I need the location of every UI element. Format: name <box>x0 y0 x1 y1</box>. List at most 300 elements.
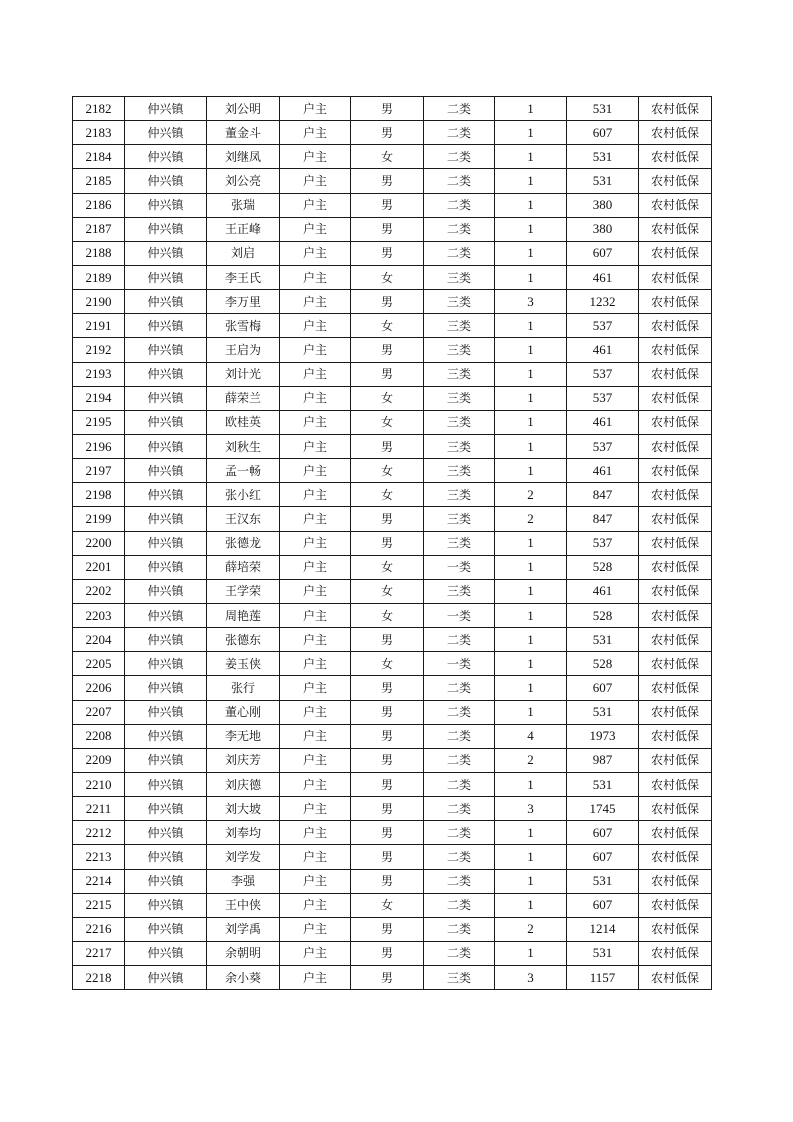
table-row <box>73 893 712 917</box>
serial-number-cell: 2200 <box>73 531 125 555</box>
table-row <box>73 121 712 145</box>
household-size-cell: 1 <box>495 314 567 338</box>
table-row <box>73 869 712 893</box>
name-cell: 刘庆德 <box>207 772 280 796</box>
category-cell: 二类 <box>424 676 495 700</box>
household-size-cell: 1 <box>495 97 567 121</box>
household-size-cell: 1 <box>495 169 567 193</box>
amount-cell: 847 <box>567 483 639 507</box>
relation-cell: 户主 <box>280 338 351 362</box>
amount-cell: 531 <box>567 169 639 193</box>
assistance-type-cell: 农村低保 <box>639 893 712 917</box>
relation-cell: 户主 <box>280 917 351 941</box>
assistance-type-cell: 农村低保 <box>639 338 712 362</box>
amount-cell: 531 <box>567 869 639 893</box>
household-size-cell: 1 <box>495 869 567 893</box>
assistance-type-cell: 农村低保 <box>639 579 712 603</box>
amount-cell: 461 <box>567 579 639 603</box>
town-cell: 仲兴镇 <box>125 386 207 410</box>
table-row <box>73 724 712 748</box>
name-cell: 刘大坡 <box>207 797 280 821</box>
gender-cell: 女 <box>351 265 424 289</box>
amount-cell: 461 <box>567 459 639 483</box>
amount-cell: 461 <box>567 410 639 434</box>
gender-cell: 男 <box>351 97 424 121</box>
table-row <box>73 917 712 941</box>
amount-cell: 847 <box>567 507 639 531</box>
amount-cell: 1232 <box>567 290 639 314</box>
town-cell: 仲兴镇 <box>125 217 207 241</box>
name-cell: 王中侠 <box>207 893 280 917</box>
household-size-cell: 1 <box>495 555 567 579</box>
town-cell: 仲兴镇 <box>125 797 207 821</box>
town-cell: 仲兴镇 <box>125 314 207 338</box>
category-cell: 二类 <box>424 845 495 869</box>
relation-cell: 户主 <box>280 821 351 845</box>
amount-cell: 607 <box>567 676 639 700</box>
relation-cell: 户主 <box>280 459 351 483</box>
category-cell: 二类 <box>424 797 495 821</box>
table-row <box>73 966 712 990</box>
gender-cell: 男 <box>351 434 424 458</box>
assistance-type-cell: 农村低保 <box>639 821 712 845</box>
serial-number-cell: 2209 <box>73 748 125 772</box>
relation-cell: 户主 <box>280 241 351 265</box>
relation-cell: 户主 <box>280 483 351 507</box>
gender-cell: 男 <box>351 290 424 314</box>
category-cell: 三类 <box>424 966 495 990</box>
roster-table <box>72 96 712 990</box>
amount-cell: 987 <box>567 748 639 772</box>
gender-cell: 男 <box>351 748 424 772</box>
household-size-cell: 1 <box>495 265 567 289</box>
assistance-type-cell: 农村低保 <box>639 748 712 772</box>
relation-cell: 户主 <box>280 724 351 748</box>
town-cell: 仲兴镇 <box>125 459 207 483</box>
relation-cell: 户主 <box>280 966 351 990</box>
assistance-type-cell: 农村低保 <box>639 941 712 965</box>
category-cell: 二类 <box>424 772 495 796</box>
name-cell: 薛荣兰 <box>207 386 280 410</box>
town-cell: 仲兴镇 <box>125 748 207 772</box>
town-cell: 仲兴镇 <box>125 724 207 748</box>
table-row <box>73 941 712 965</box>
category-cell: 三类 <box>424 483 495 507</box>
category-cell: 三类 <box>424 434 495 458</box>
town-cell: 仲兴镇 <box>125 121 207 145</box>
table-row <box>73 459 712 483</box>
gender-cell: 男 <box>351 507 424 531</box>
household-size-cell: 1 <box>495 459 567 483</box>
town-cell: 仲兴镇 <box>125 193 207 217</box>
gender-cell: 男 <box>351 531 424 555</box>
gender-cell: 男 <box>351 700 424 724</box>
category-cell: 三类 <box>424 386 495 410</box>
gender-cell: 男 <box>351 772 424 796</box>
name-cell: 薛培荣 <box>207 555 280 579</box>
relation-cell: 户主 <box>280 434 351 458</box>
town-cell: 仲兴镇 <box>125 290 207 314</box>
serial-number-cell: 2198 <box>73 483 125 507</box>
table-row <box>73 410 712 434</box>
serial-number-cell: 2206 <box>73 676 125 700</box>
household-size-cell: 1 <box>495 941 567 965</box>
household-size-cell: 1 <box>495 652 567 676</box>
assistance-type-cell: 农村低保 <box>639 724 712 748</box>
assistance-type-cell: 农村低保 <box>639 410 712 434</box>
amount-cell: 607 <box>567 845 639 869</box>
household-size-cell: 1 <box>495 603 567 627</box>
name-cell: 刘学发 <box>207 845 280 869</box>
household-size-cell: 1 <box>495 338 567 362</box>
amount-cell: 380 <box>567 217 639 241</box>
household-size-cell: 2 <box>495 507 567 531</box>
amount-cell: 537 <box>567 434 639 458</box>
relation-cell: 户主 <box>280 579 351 603</box>
assistance-type-cell: 农村低保 <box>639 169 712 193</box>
town-cell: 仲兴镇 <box>125 483 207 507</box>
assistance-type-cell: 农村低保 <box>639 652 712 676</box>
town-cell: 仲兴镇 <box>125 917 207 941</box>
category-cell: 二类 <box>424 193 495 217</box>
relation-cell: 户主 <box>280 700 351 724</box>
gender-cell: 男 <box>351 845 424 869</box>
name-cell: 张小红 <box>207 483 280 507</box>
amount-cell: 461 <box>567 265 639 289</box>
town-cell: 仲兴镇 <box>125 169 207 193</box>
household-size-cell: 1 <box>495 241 567 265</box>
table-row <box>73 628 712 652</box>
relation-cell: 户主 <box>280 314 351 338</box>
serial-number-cell: 2210 <box>73 772 125 796</box>
relation-cell: 户主 <box>280 748 351 772</box>
serial-number-cell: 2217 <box>73 941 125 965</box>
serial-number-cell: 2204 <box>73 628 125 652</box>
assistance-type-cell: 农村低保 <box>639 217 712 241</box>
assistance-type-cell: 农村低保 <box>639 362 712 386</box>
name-cell: 刘计光 <box>207 362 280 386</box>
amount-cell: 531 <box>567 941 639 965</box>
name-cell: 刘启 <box>207 241 280 265</box>
relation-cell: 户主 <box>280 676 351 700</box>
table-row <box>73 217 712 241</box>
serial-number-cell: 2214 <box>73 869 125 893</box>
gender-cell: 男 <box>351 917 424 941</box>
relation-cell: 户主 <box>280 386 351 410</box>
amount-cell: 537 <box>567 314 639 338</box>
household-size-cell: 3 <box>495 797 567 821</box>
category-cell: 二类 <box>424 700 495 724</box>
gender-cell: 男 <box>351 941 424 965</box>
table-row <box>73 821 712 845</box>
serial-number-cell: 2197 <box>73 459 125 483</box>
category-cell: 三类 <box>424 507 495 531</box>
serial-number-cell: 2195 <box>73 410 125 434</box>
serial-number-cell: 2201 <box>73 555 125 579</box>
category-cell: 二类 <box>424 941 495 965</box>
gender-cell: 男 <box>351 966 424 990</box>
roster-table-body <box>73 97 712 990</box>
table-row <box>73 338 712 362</box>
category-cell: 二类 <box>424 917 495 941</box>
category-cell: 三类 <box>424 459 495 483</box>
table-row <box>73 797 712 821</box>
relation-cell: 户主 <box>280 362 351 386</box>
table-row <box>73 845 712 869</box>
town-cell: 仲兴镇 <box>125 410 207 434</box>
gender-cell: 女 <box>351 483 424 507</box>
town-cell: 仲兴镇 <box>125 941 207 965</box>
category-cell: 三类 <box>424 531 495 555</box>
household-size-cell: 1 <box>495 700 567 724</box>
name-cell: 董金斗 <box>207 121 280 145</box>
category-cell: 二类 <box>424 121 495 145</box>
category-cell: 二类 <box>424 241 495 265</box>
name-cell: 刘奉均 <box>207 821 280 845</box>
amount-cell: 607 <box>567 821 639 845</box>
table-row <box>73 531 712 555</box>
table-row <box>73 193 712 217</box>
amount-cell: 531 <box>567 700 639 724</box>
assistance-type-cell: 农村低保 <box>639 507 712 531</box>
name-cell: 王汉东 <box>207 507 280 531</box>
amount-cell: 537 <box>567 531 639 555</box>
household-size-cell: 2 <box>495 748 567 772</box>
serial-number-cell: 2208 <box>73 724 125 748</box>
town-cell: 仲兴镇 <box>125 966 207 990</box>
table-row <box>73 772 712 796</box>
relation-cell: 户主 <box>280 193 351 217</box>
serial-number-cell: 2186 <box>73 193 125 217</box>
name-cell: 王启为 <box>207 338 280 362</box>
category-cell: 三类 <box>424 410 495 434</box>
assistance-type-cell: 农村低保 <box>639 845 712 869</box>
gender-cell: 男 <box>351 869 424 893</box>
serial-number-cell: 2202 <box>73 579 125 603</box>
assistance-type-cell: 农村低保 <box>639 797 712 821</box>
town-cell: 仲兴镇 <box>125 579 207 603</box>
assistance-type-cell: 农村低保 <box>639 314 712 338</box>
name-cell: 李王氏 <box>207 265 280 289</box>
name-cell: 余朝明 <box>207 941 280 965</box>
name-cell: 李万里 <box>207 290 280 314</box>
assistance-type-cell: 农村低保 <box>639 265 712 289</box>
name-cell: 孟一畅 <box>207 459 280 483</box>
relation-cell: 户主 <box>280 169 351 193</box>
gender-cell: 女 <box>351 579 424 603</box>
town-cell: 仲兴镇 <box>125 241 207 265</box>
amount-cell: 461 <box>567 338 639 362</box>
town-cell: 仲兴镇 <box>125 265 207 289</box>
table-row <box>73 652 712 676</box>
category-cell: 三类 <box>424 362 495 386</box>
gender-cell: 女 <box>351 555 424 579</box>
category-cell: 三类 <box>424 265 495 289</box>
household-size-cell: 1 <box>495 531 567 555</box>
category-cell: 二类 <box>424 217 495 241</box>
serial-number-cell: 2194 <box>73 386 125 410</box>
serial-number-cell: 2205 <box>73 652 125 676</box>
assistance-type-cell: 农村低保 <box>639 459 712 483</box>
relation-cell: 户主 <box>280 410 351 434</box>
name-cell: 张德东 <box>207 628 280 652</box>
assistance-type-cell: 农村低保 <box>639 555 712 579</box>
household-size-cell: 3 <box>495 290 567 314</box>
assistance-type-cell: 农村低保 <box>639 483 712 507</box>
category-cell: 一类 <box>424 652 495 676</box>
assistance-type-cell: 农村低保 <box>639 241 712 265</box>
household-size-cell: 1 <box>495 410 567 434</box>
relation-cell: 户主 <box>280 507 351 531</box>
serial-number-cell: 2216 <box>73 917 125 941</box>
amount-cell: 537 <box>567 386 639 410</box>
category-cell: 三类 <box>424 338 495 362</box>
category-cell: 三类 <box>424 314 495 338</box>
household-size-cell: 1 <box>495 362 567 386</box>
table-row <box>73 241 712 265</box>
relation-cell: 户主 <box>280 265 351 289</box>
town-cell: 仲兴镇 <box>125 893 207 917</box>
household-size-cell: 1 <box>495 676 567 700</box>
amount-cell: 1745 <box>567 797 639 821</box>
relation-cell: 户主 <box>280 845 351 869</box>
relation-cell: 户主 <box>280 628 351 652</box>
amount-cell: 607 <box>567 241 639 265</box>
serial-number-cell: 2199 <box>73 507 125 531</box>
relation-cell: 户主 <box>280 652 351 676</box>
gender-cell: 男 <box>351 676 424 700</box>
serial-number-cell: 2213 <box>73 845 125 869</box>
gender-cell: 男 <box>351 193 424 217</box>
gender-cell: 男 <box>351 217 424 241</box>
table-row <box>73 579 712 603</box>
table-row <box>73 386 712 410</box>
category-cell: 二类 <box>424 628 495 652</box>
gender-cell: 男 <box>351 169 424 193</box>
gender-cell: 男 <box>351 241 424 265</box>
serial-number-cell: 2183 <box>73 121 125 145</box>
name-cell: 李无地 <box>207 724 280 748</box>
table-row <box>73 483 712 507</box>
category-cell: 二类 <box>424 145 495 169</box>
table-row <box>73 97 712 121</box>
name-cell: 刘学禹 <box>207 917 280 941</box>
household-size-cell: 2 <box>495 917 567 941</box>
serial-number-cell: 2185 <box>73 169 125 193</box>
assistance-type-cell: 农村低保 <box>639 700 712 724</box>
serial-number-cell: 2193 <box>73 362 125 386</box>
assistance-type-cell: 农村低保 <box>639 869 712 893</box>
amount-cell: 531 <box>567 145 639 169</box>
category-cell: 三类 <box>424 290 495 314</box>
relation-cell: 户主 <box>280 217 351 241</box>
amount-cell: 528 <box>567 555 639 579</box>
category-cell: 二类 <box>424 724 495 748</box>
town-cell: 仲兴镇 <box>125 145 207 169</box>
town-cell: 仲兴镇 <box>125 700 207 724</box>
serial-number-cell: 2207 <box>73 700 125 724</box>
amount-cell: 531 <box>567 628 639 652</box>
name-cell: 王正峰 <box>207 217 280 241</box>
household-size-cell: 1 <box>495 217 567 241</box>
gender-cell: 女 <box>351 386 424 410</box>
table-row <box>73 700 712 724</box>
serial-number-cell: 2192 <box>73 338 125 362</box>
name-cell: 李强 <box>207 869 280 893</box>
relation-cell: 户主 <box>280 531 351 555</box>
name-cell: 张瑞 <box>207 193 280 217</box>
serial-number-cell: 2187 <box>73 217 125 241</box>
household-size-cell: 1 <box>495 821 567 845</box>
name-cell: 王学荣 <box>207 579 280 603</box>
assistance-type-cell: 农村低保 <box>639 434 712 458</box>
gender-cell: 男 <box>351 628 424 652</box>
assistance-type-cell: 农村低保 <box>639 676 712 700</box>
table-row <box>73 676 712 700</box>
town-cell: 仲兴镇 <box>125 362 207 386</box>
table-row <box>73 434 712 458</box>
gender-cell: 女 <box>351 652 424 676</box>
name-cell: 刘秋生 <box>207 434 280 458</box>
gender-cell: 女 <box>351 145 424 169</box>
name-cell: 刘庆芳 <box>207 748 280 772</box>
town-cell: 仲兴镇 <box>125 434 207 458</box>
category-cell: 二类 <box>424 169 495 193</box>
relation-cell: 户主 <box>280 869 351 893</box>
assistance-type-cell: 农村低保 <box>639 145 712 169</box>
relation-cell: 户主 <box>280 772 351 796</box>
name-cell: 欧桂英 <box>207 410 280 434</box>
relation-cell: 户主 <box>280 121 351 145</box>
name-cell: 张雪梅 <box>207 314 280 338</box>
gender-cell: 女 <box>351 410 424 434</box>
category-cell: 二类 <box>424 821 495 845</box>
serial-number-cell: 2184 <box>73 145 125 169</box>
household-size-cell: 1 <box>495 193 567 217</box>
serial-number-cell: 2211 <box>73 797 125 821</box>
name-cell: 周艳莲 <box>207 603 280 627</box>
name-cell: 张德龙 <box>207 531 280 555</box>
amount-cell: 607 <box>567 893 639 917</box>
assistance-type-cell: 农村低保 <box>639 603 712 627</box>
amount-cell: 537 <box>567 362 639 386</box>
category-cell: 一类 <box>424 603 495 627</box>
amount-cell: 528 <box>567 652 639 676</box>
relation-cell: 户主 <box>280 97 351 121</box>
table-row <box>73 748 712 772</box>
amount-cell: 531 <box>567 97 639 121</box>
category-cell: 二类 <box>424 97 495 121</box>
gender-cell: 女 <box>351 893 424 917</box>
town-cell: 仲兴镇 <box>125 338 207 362</box>
serial-number-cell: 2203 <box>73 603 125 627</box>
assistance-type-cell: 农村低保 <box>639 290 712 314</box>
category-cell: 一类 <box>424 555 495 579</box>
household-size-cell: 1 <box>495 121 567 145</box>
amount-cell: 528 <box>567 603 639 627</box>
amount-cell: 1214 <box>567 917 639 941</box>
gender-cell: 女 <box>351 314 424 338</box>
amount-cell: 607 <box>567 121 639 145</box>
assistance-type-cell: 农村低保 <box>639 386 712 410</box>
category-cell: 二类 <box>424 869 495 893</box>
relation-cell: 户主 <box>280 555 351 579</box>
name-cell: 余小葵 <box>207 966 280 990</box>
table-row <box>73 555 712 579</box>
table-row <box>73 145 712 169</box>
assistance-type-cell: 农村低保 <box>639 193 712 217</box>
table-row <box>73 362 712 386</box>
